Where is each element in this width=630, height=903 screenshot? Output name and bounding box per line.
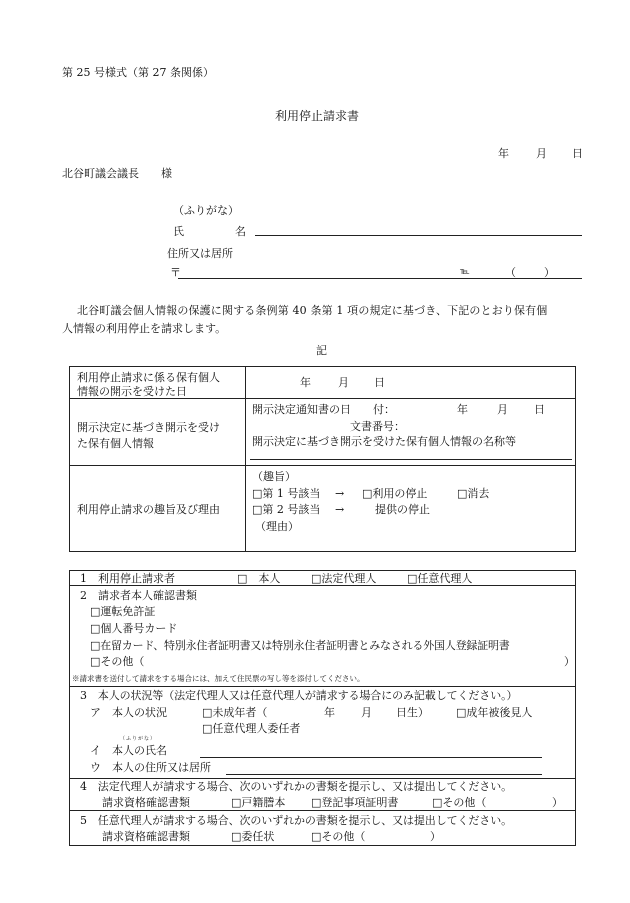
addressee: 北谷町議会議長 様: [62, 167, 172, 180]
arrow-1: →: [335, 487, 345, 500]
registry-cert-checkbox[interactable]: □登記事項証明書: [311, 796, 399, 809]
table2-sep-4: [69, 810, 576, 811]
mail-note: ※請求書を送付して請求をする場合には、加えて住民票の写し等を添付してください。: [72, 674, 365, 683]
birth-day: 日生）: [396, 706, 429, 719]
birth-month: 月: [361, 706, 372, 719]
notice-year: 年: [457, 403, 468, 416]
date-year-label: 年: [498, 147, 509, 160]
adult-ward-checkbox[interactable]: □成年被後見人: [456, 706, 533, 719]
legal-rep-docs-label: 請求資格確認書類: [102, 796, 190, 809]
tel-paren-close: ）: [544, 266, 555, 279]
voluntary-rep-docs-label: 請求資格確認書類: [102, 830, 190, 843]
table1-row-sep-2: [69, 465, 576, 466]
date-day-label: 日: [572, 147, 583, 160]
id-other-close: ）: [564, 655, 575, 668]
postal-mark: 〒: [170, 266, 181, 279]
legal-rep-other-checkbox[interactable]: □その他（: [432, 796, 487, 809]
item1-checkbox[interactable]: □第 1 号該当: [252, 487, 321, 500]
legal-rep-other-close: ）: [552, 796, 563, 809]
principal-status-label: ア 本人の状況: [90, 706, 167, 719]
address-label: 住所又は居所: [167, 247, 233, 260]
disclosure-date-label-1: 利用停止請求に係る保有個人: [77, 371, 220, 384]
voluntary-rep-checkbox[interactable]: □任意代理人: [407, 572, 473, 585]
voluntary-rep-other-checkbox[interactable]: □その他（: [311, 830, 366, 843]
erase-checkbox[interactable]: □消去: [457, 487, 490, 500]
legal-rep-docs-title: 4 法定代理人が請求する場合、次のいずれかの書類を提示し、又は提出してください。: [80, 780, 512, 793]
disclosure-day: 日: [374, 376, 385, 389]
legal-rep-checkbox[interactable]: □法定代理人: [311, 572, 377, 585]
stop-provision-label: 提供の停止: [375, 503, 430, 516]
principal-name-furigana: （ふりがな）: [120, 736, 157, 742]
principal-name-label: イ 本人の氏名: [90, 744, 167, 757]
intro-line-2: 人情報の利用停止を請求します。: [62, 322, 227, 335]
arrow-2: →: [335, 503, 345, 516]
principal-delegator-checkbox[interactable]: □任意代理人委任者: [202, 722, 301, 735]
table2-sep-2: [69, 686, 576, 687]
power-of-attorney-checkbox[interactable]: □委任状: [231, 830, 275, 843]
doc-number-label: 文書番号：: [350, 420, 405, 433]
table2-sep-1: [69, 585, 576, 586]
id-docs-title: 2 請求者本人確認書類: [80, 589, 197, 602]
table1-divider: [245, 366, 246, 552]
requester-title: 1 利用停止請求者: [80, 572, 175, 585]
purpose-label: （趣旨）: [252, 470, 296, 483]
name-label-2: 名: [235, 225, 246, 238]
purpose-reason-label: 利用停止請求の趣旨及び理由: [77, 503, 220, 516]
disclosure-date-label-2: 情報の開示を受けた日: [77, 385, 187, 398]
self-checkbox[interactable]: □ 本人: [237, 572, 281, 585]
disclosure-year: 年: [300, 376, 311, 389]
document-title: 利用停止請求書: [275, 109, 360, 123]
my-number-card-checkbox[interactable]: □個人番号カード: [90, 622, 178, 635]
ki-label: 記: [316, 344, 327, 357]
item2-checkbox[interactable]: □第 2 号該当: [252, 503, 321, 516]
principal-status-title: 3 本人の状況等（法定代理人又は任意代理人が請求する場合にのみ記載してください。）: [80, 689, 518, 702]
id-other-checkbox[interactable]: □その他（: [90, 655, 145, 668]
notice-date-prefix: 開示決定通知書の日 付：: [252, 403, 395, 416]
principal-address-label: ウ 本人の住所又は居所: [90, 761, 211, 774]
family-register-checkbox[interactable]: □戸籍謄本: [231, 796, 286, 809]
principal-name-line[interactable]: [200, 757, 542, 758]
reason-label: （理由）: [255, 520, 299, 533]
notice-month: 月: [497, 403, 508, 416]
date-month-label: 月: [536, 147, 547, 160]
disclosed-info-line[interactable]: [250, 459, 572, 460]
tel-label: ℡: [460, 267, 470, 277]
drivers-license-checkbox[interactable]: □運転免許証: [90, 605, 156, 618]
residence-card-checkbox[interactable]: □在留カード、特別永住者証明書又は特別永住者証明書とみなされる外国人登録証明書: [90, 639, 510, 652]
stop-use-checkbox[interactable]: □利用の停止: [362, 487, 428, 500]
furigana-label: （ふりがな）: [173, 204, 239, 217]
notice-day: 日: [534, 403, 545, 416]
intro-line-1: 北谷町議会個人情報の保護に関する条例第 40 条第 1 項の規定に基づき、下記のとおり保有個: [77, 304, 548, 317]
tel-paren-open: （: [505, 266, 516, 279]
minor-checkbox[interactable]: □未成年者（: [202, 706, 268, 719]
disclosed-info-name-label: 開示決定に基づき開示を受けた保有個人情報の名称等: [252, 435, 516, 448]
name-line[interactable]: [255, 235, 582, 236]
table1-row-sep-1: [69, 398, 576, 399]
address-line[interactable]: [178, 278, 582, 279]
name-label-1: 氏: [173, 225, 184, 238]
birth-year: 年: [324, 706, 335, 719]
disclosure-month: 月: [338, 376, 349, 389]
voluntary-rep-docs-title: 5 任意代理人が請求する場合、次のいずれかの書類を提示し、又は提出してください。: [80, 814, 512, 827]
disclosed-info-label-1: 開示決定に基づき開示を受け: [77, 421, 220, 434]
voluntary-rep-other-close: ）: [430, 830, 441, 843]
table2-sep-3: [69, 778, 576, 779]
disclosed-info-label-2: た保有個人情報: [77, 437, 154, 450]
principal-address-line[interactable]: [226, 774, 542, 775]
form-number: 第 25 号様式（第 27 条関係）: [62, 66, 214, 79]
